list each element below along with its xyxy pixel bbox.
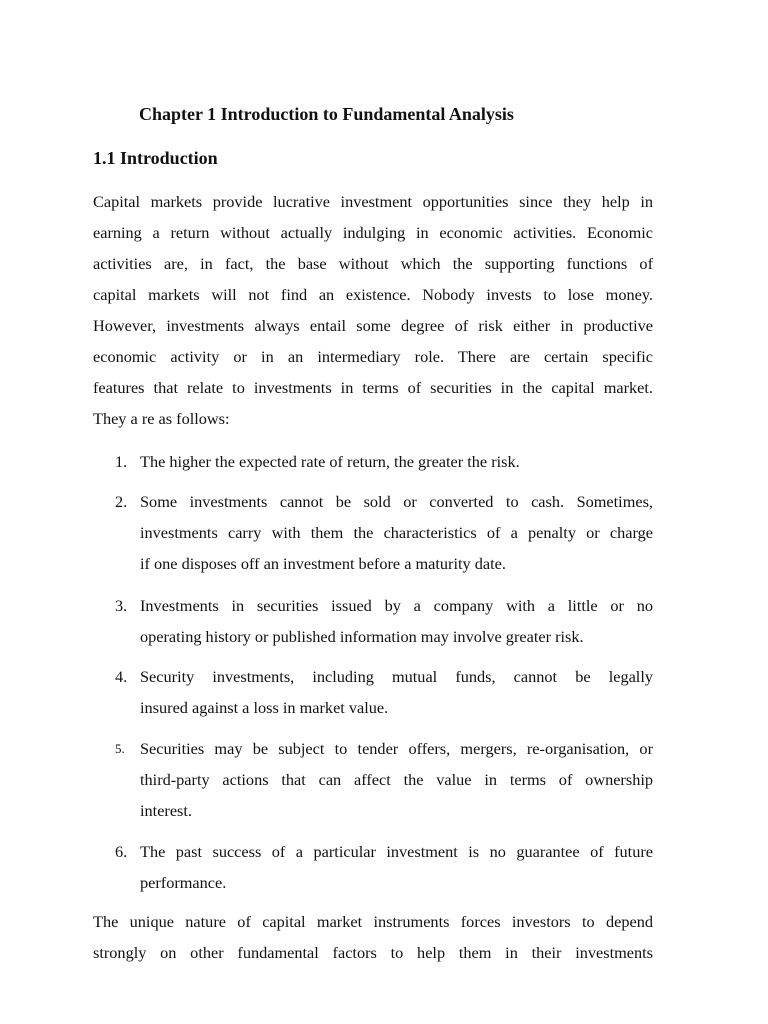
paragraph-line: The unique nature of capital market instruments forces investors to depend	[93, 912, 653, 931]
paragraph-line: activities are, in fact, the base without which the supporting functions of	[93, 254, 653, 273]
intro-paragraph	[93, 186, 653, 434]
list-item-text	[140, 836, 653, 898]
paragraph-line: economic activity or in an intermediary role. There are certain specific	[93, 347, 653, 366]
paragraph-line: features that relate to investments in terms of securities in the capital market.	[93, 378, 653, 397]
list-item-line: performance.	[140, 873, 227, 892]
list-item-number: 5.	[115, 741, 125, 756]
list-item-text	[140, 733, 653, 826]
chapter-title: Chapter 1 Introduction to Fundamental Analysis	[139, 104, 514, 124]
list-item-line: Investments in securities issued by a company with a little or no	[140, 596, 653, 615]
paragraph-line: However, investments always entail some degree of risk either in productive	[93, 316, 653, 335]
list-item-line: investments carry with them the characteristics of a penalty or charge	[140, 523, 653, 542]
list-item-line: insured against a loss in market value.	[140, 698, 389, 717]
list-item-number: 6.	[115, 842, 128, 861]
paragraph-line: earning a return without actually indulging in economic activities. Economic	[93, 223, 653, 242]
list-item-text	[140, 590, 653, 652]
list-item-text	[140, 486, 653, 579]
paragraph-line: capital markets will not find an existence. Nobody invests to lose money.	[93, 285, 653, 304]
list-item-line: if one disposes off an investment before a maturity date.	[140, 554, 506, 573]
list-item-line: Securities may be subject to tender offers, mergers, re-organisation, or	[140, 739, 653, 758]
closing-paragraph	[93, 906, 653, 968]
section-heading: 1.1 Introduction	[93, 148, 218, 168]
paragraph-line: Capital markets provide lucrative investment opportunities since they help in	[93, 192, 653, 211]
list-item-line: third-party actions that can affect the value in terms of ownership	[140, 770, 653, 789]
list-item-number: 1.	[115, 452, 128, 471]
list-item-text	[140, 446, 653, 477]
list-item-line: Security investments, including mutual funds, cannot be legally	[140, 667, 653, 686]
list-item-line: The past success of a particular investment is no guarantee of future	[140, 842, 653, 861]
list-item-line: interest.	[140, 801, 192, 820]
list-item-number: 3.	[115, 596, 128, 615]
list-item-text	[140, 661, 653, 723]
list-item-line: The higher the expected rate of return, the greater the risk.	[140, 452, 520, 471]
list-item-number: 4.	[115, 667, 128, 686]
list-item-line: operating history or published information may involve greater risk.	[140, 627, 584, 646]
paragraph-line: strongly on other fundamental factors to help them in their investments	[93, 943, 653, 962]
list-item-number: 2.	[115, 492, 128, 511]
paragraph-line: They a re as follows:	[93, 409, 230, 428]
list-item-line: Some investments cannot be sold or converted to cash. Sometimes,	[140, 492, 653, 511]
